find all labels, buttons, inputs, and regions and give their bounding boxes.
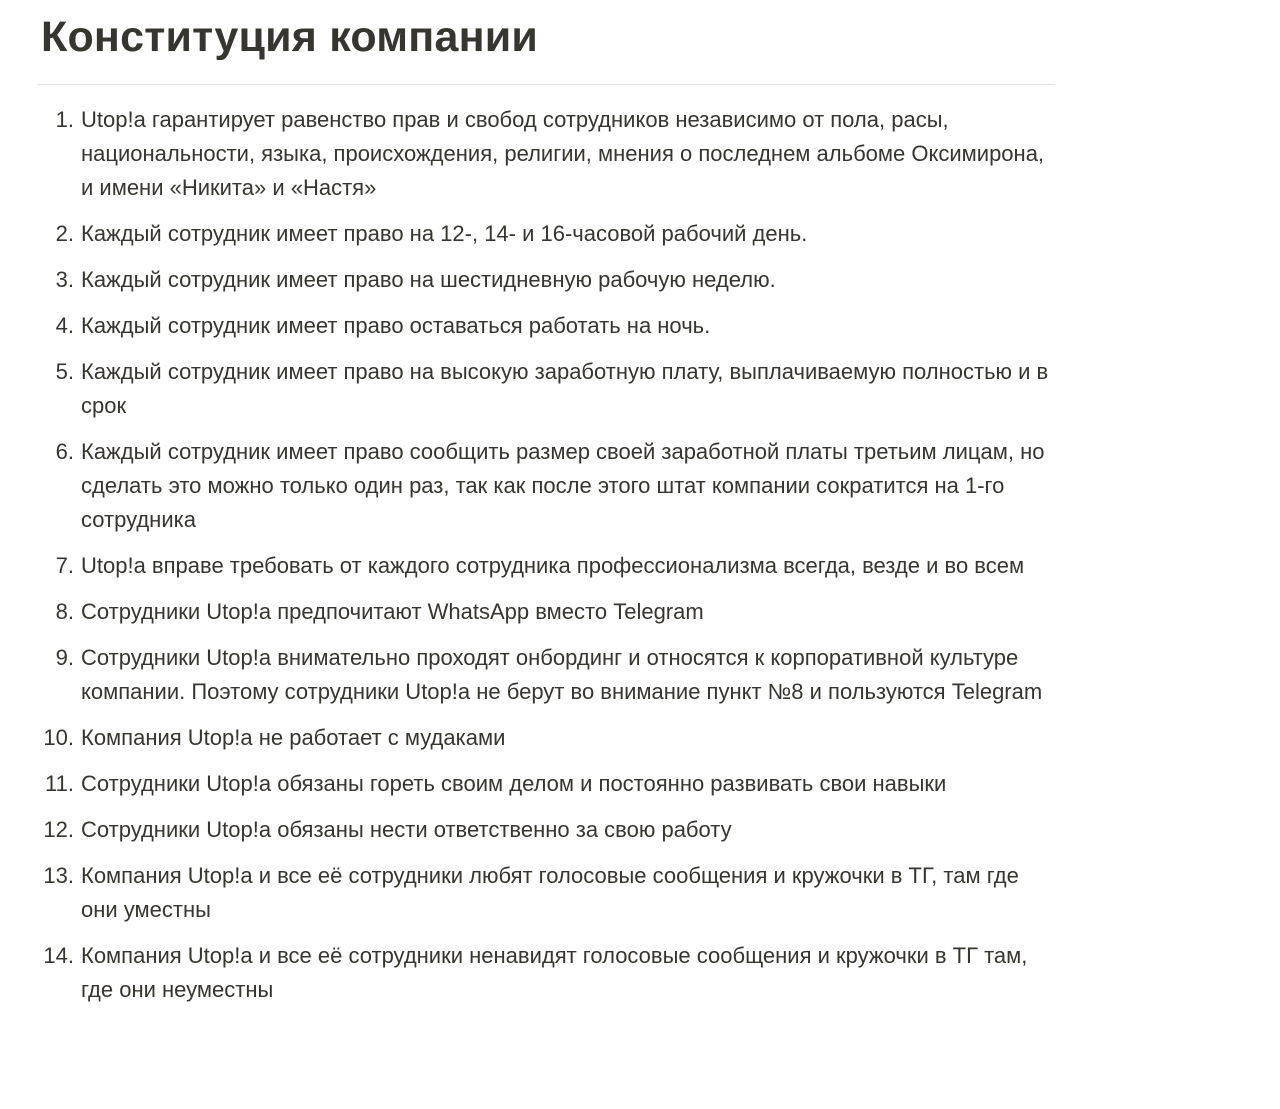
list-item-text: Компания Utop!a и все её сотрудники ненавидят голосовые сообщения и кружочки в ТГ там, где они неуместны bbox=[81, 943, 1028, 1002]
list-item-text: Utop!a гарантирует равенство прав и свобод сотрудников независимо от пола, расы, национальности, языка, происхождения, религии, мнения о последнем альбоме Оксимирона, и имени «Никита» и «Настя» bbox=[81, 107, 1045, 200]
list-item-number: 6. bbox=[55, 439, 74, 464]
list-item[interactable] bbox=[38, 549, 1055, 583]
list-item-text: Каждый сотрудник имеет право на 12-, 14- и 16-часовой рабочий день. bbox=[81, 221, 808, 246]
list-item[interactable] bbox=[38, 435, 1055, 537]
list-item[interactable] bbox=[38, 721, 1055, 755]
list-item[interactable] bbox=[38, 103, 1055, 205]
list-item-text: Сотрудники Utop!a предпочитают WhatsApp вместо Telegram bbox=[81, 599, 704, 624]
list-item-number: 4. bbox=[55, 313, 74, 338]
page-title[interactable]: Конституция компании bbox=[41, 13, 539, 61]
list-item[interactable] bbox=[38, 641, 1055, 709]
list-item-text: Каждый сотрудник имеет право оставаться работать на ночь. bbox=[81, 313, 711, 338]
list-item-text: Utop!a вправе требовать от каждого сотрудника профессионализма всегда, везде и во всем bbox=[81, 553, 1025, 578]
list-item-number: 3. bbox=[55, 267, 74, 292]
list-item-number: 8. bbox=[55, 599, 74, 624]
list-item-number: 13. bbox=[43, 863, 74, 888]
list-item-text: Сотрудники Utop!a обязаны гореть своим делом и постоянно развивать свои навыки bbox=[81, 771, 947, 796]
list-item-number: 14. bbox=[43, 943, 74, 968]
document-page bbox=[38, 0, 1055, 1019]
list-item[interactable] bbox=[38, 595, 1055, 629]
list-item-text: Каждый сотрудник имеет право на высокую заработную плату, выплачиваемую полностью и в срок bbox=[81, 359, 1049, 418]
list-item-number: 2. bbox=[55, 221, 74, 246]
list-item[interactable] bbox=[38, 355, 1055, 423]
title-divider bbox=[38, 84, 1055, 85]
list-item[interactable] bbox=[38, 813, 1055, 847]
list-item[interactable] bbox=[38, 939, 1055, 1007]
list-item[interactable] bbox=[38, 263, 1055, 297]
clause-list bbox=[38, 103, 1055, 1007]
list-item-number: 1. bbox=[55, 107, 74, 132]
list-item[interactable] bbox=[38, 217, 1055, 251]
list-item-text: Сотрудники Utop!a обязаны нести ответственно за свою работу bbox=[81, 817, 732, 842]
list-item-number: 12. bbox=[43, 817, 74, 842]
list-item-text: Каждый сотрудник имеет право на шестидневную рабочую неделю. bbox=[81, 267, 776, 292]
list-item[interactable] bbox=[38, 309, 1055, 343]
list-item-number: 9. bbox=[55, 645, 74, 670]
list-item-number: 10. bbox=[43, 725, 74, 750]
list-item-number: 11. bbox=[45, 771, 74, 796]
list-item[interactable] bbox=[38, 859, 1055, 927]
list-item-text: Каждый сотрудник имеет право сообщить размер своей заработной платы третьим лицам, но сделать это можно только один раз, так как после этого штат компании сократится на 1-го сотрудника bbox=[81, 439, 1045, 532]
list-item-number: 7. bbox=[55, 553, 74, 578]
list-item-text: Сотрудники Utop!a внимательно проходят онбординг и относятся к корпоративной культуре компании. Поэтому сотрудники Utop!a не берут во внимание пункт №8 и пользуются Telegram bbox=[81, 645, 1043, 704]
list-item-text: Компания Utop!a не работает с мудаками bbox=[81, 725, 506, 750]
list-item[interactable] bbox=[38, 767, 1055, 801]
list-item-text: Компания Utop!a и все её сотрудники любят голосовые сообщения и кружочки в ТГ, там где они уместны bbox=[81, 863, 1019, 922]
list-item-number: 5. bbox=[55, 359, 74, 384]
